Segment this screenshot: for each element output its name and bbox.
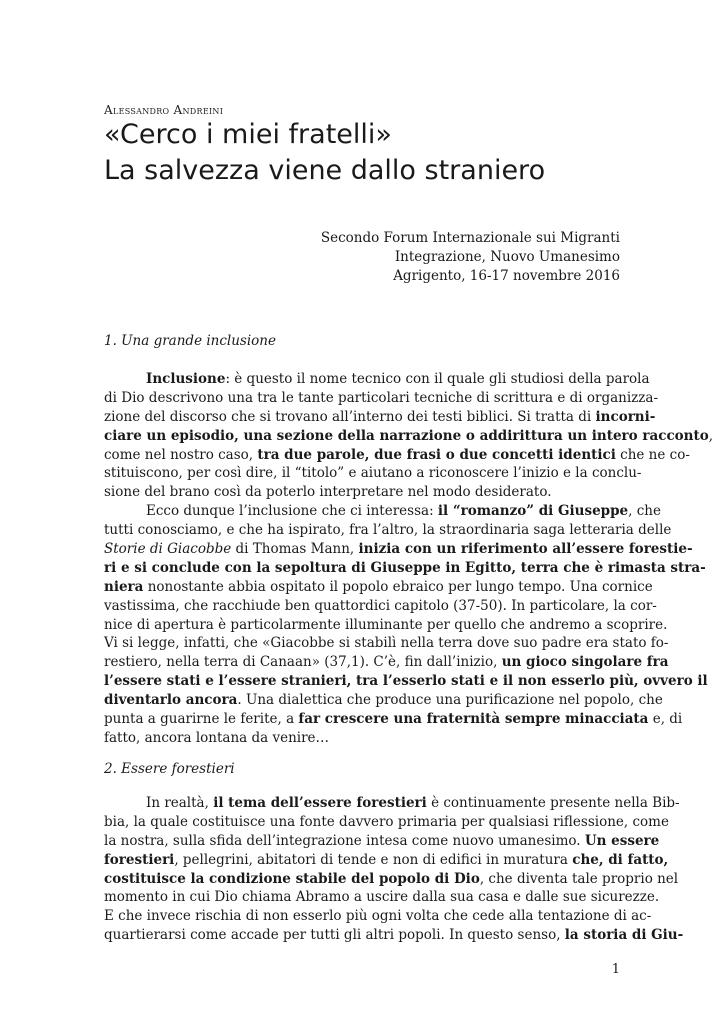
italic-text: Storie di Giacobbe (104, 541, 232, 558)
text-line (104, 851, 669, 870)
page-number: 1 (611, 962, 620, 977)
title-line-2: La salvezza viene dallo straniero (104, 155, 546, 186)
text-line (104, 832, 660, 851)
text-line (104, 559, 706, 578)
author-name: Alessandro Andreini (104, 103, 224, 117)
bold-text: il tema dell’essere forestieri (213, 795, 427, 811)
text-segment: che ne co- (615, 446, 690, 463)
text-segment: tutti conosciamo, e che ha ispirato, fra l’altro, la straordinaria saga letteraria delle (104, 522, 672, 539)
bold-text: Un essere (584, 832, 660, 849)
bold-text: la storia di Giu- (564, 927, 684, 944)
text-line (104, 926, 684, 945)
text-segment: la nostra, sulla sfida dell’integrazione intesa come nuovo umanesimo. (104, 832, 585, 849)
text-line (104, 907, 652, 926)
text-segment: , pellegrini, abitatori di tende e non di edifici in muratura (174, 851, 573, 868)
bold-text: far crescere una fraternità sempre minacciata (298, 711, 649, 728)
text-line (104, 653, 669, 672)
bold-text: Inclusione (146, 371, 226, 387)
text-line (104, 446, 690, 465)
text-segment: , (708, 427, 714, 444)
text-line (104, 813, 669, 832)
bold-text: che, di fatto, (572, 851, 669, 868)
bold-text: ciare un episodio, una sezione della narrazione o addirittura un intero racconto (104, 427, 709, 444)
section-body-2 (104, 794, 684, 945)
text-line (104, 370, 650, 389)
text-segment: : è questo il nome tecnico con il quale gli studiosi della parola (225, 371, 650, 387)
text-segment: zione del discorso che si trovano all’interno dei testi biblici. Si tratta di (104, 408, 596, 425)
section-heading-1: 1. Una grande inclusione (104, 333, 276, 349)
text-line (104, 578, 653, 597)
text-segment: E che invece rischia di non esserlo più ogni volta che cede alla tentazione di ac- (104, 908, 652, 925)
text-segment: bia, la quale costituisce una fonte davvero primaria per qualsiasi riflessione, come (104, 813, 669, 830)
event-line-3: Agrigento, 16-17 novembre 2016 (393, 268, 620, 284)
bold-text: il “romanzo” di Giuseppe (437, 503, 629, 520)
text-segment: , che diventa tale proprio nel (479, 870, 679, 887)
text-line (104, 521, 672, 540)
text-line (104, 502, 661, 521)
bold-text: diventarlo ancora (104, 692, 238, 709)
bold-text: un gioco singolare fra (501, 654, 669, 671)
text-segment: come nel nostro caso, (104, 446, 258, 463)
text-segment: di Dio descrivono una tra le tante particolari tecniche di scrittura e di organizza- (104, 389, 659, 406)
text-segment: nice di apertura è particolarmente illuminante per quello che andremo a scoprire. (104, 616, 668, 633)
text-segment: sione del brano così da poterlo interpretare nel modo desiderato. (104, 484, 552, 501)
text-segment: , che (628, 503, 661, 520)
bold-text: costituisce la condizione stabile del popolo di Dio (104, 870, 480, 887)
text-segment: restiero, nella terra di Canaan» (37,1). C’è, fin dall’inizio, (104, 654, 502, 671)
text-line (104, 888, 660, 907)
text-line (104, 427, 714, 446)
title-line-1: «Cerco i miei fratelli» (104, 119, 392, 150)
text-line (104, 616, 668, 635)
text-segment: momento in cui Dio chiama Abramo a uscire dalla sua casa e dalle sue sicurezze. (104, 889, 660, 906)
bold-text: l’essere stati e l’essere stranieri, tra l’esserlo stati e il non esserlo più, ovvero il (104, 673, 708, 690)
text-segment: e, di (648, 711, 683, 728)
text-line (104, 483, 620, 502)
text-segment: fatto, ancora lontana da venire… (104, 729, 330, 746)
text-segment: è continuamente presente nella Bib- (426, 795, 680, 811)
text-segment: vastissima, che racchiude ben quattordici capitolo (37-50). In particolare, la cor- (104, 597, 657, 614)
bold-text: forestieri (104, 851, 175, 868)
text-segment: stituiscono, per così dire, il “titolo” e aiutano a riconoscere l’inizio e la conclu- (104, 465, 642, 482)
event-info (321, 229, 620, 286)
text-line (104, 794, 680, 813)
text-line (104, 710, 683, 729)
text-segment: Ecco dunque l’inclusione che ci interessa: (146, 503, 438, 520)
bold-text: ri e si conclude con la sepoltura di Giuseppe in Egitto, terra che è rimasta stra- (104, 559, 706, 576)
event-line-2: Integrazione, Nuovo Umanesimo (394, 249, 620, 265)
bold-text: niera (104, 578, 144, 595)
text-segment: In realtà, (146, 795, 214, 811)
text-line (104, 464, 642, 483)
text-segment: . Una dialettica che produce una purificazione nel popolo, che (237, 692, 663, 709)
text-line (104, 729, 620, 748)
text-line (104, 691, 663, 710)
text-segment: di Thomas Mann, (231, 541, 359, 558)
section-heading-2: 2. Essere forestieri (104, 761, 235, 777)
text-line (104, 870, 679, 889)
text-line (104, 634, 669, 653)
text-segment: Vi si legge, infatti, che «Giacobbe si stabilì nella terra dove suo padre era stato fo- (104, 635, 669, 652)
bold-text: incorni- (595, 408, 656, 425)
section-body-1 (104, 370, 714, 748)
text-segment: quartierarsi come accade per tutti gli altri popoli. In questo senso, (104, 927, 565, 944)
text-line (104, 408, 656, 427)
bold-text: tra due parole, due frasi o due concetti identici (257, 446, 616, 463)
text-segment: punta a guarirne le ferite, a (104, 711, 299, 728)
text-line (104, 597, 657, 616)
text-line (104, 540, 693, 559)
bold-text: inizia con un riferimento all’essere forestie- (358, 541, 693, 558)
event-line-1: Secondo Forum Internazionale sui Migranti (320, 230, 620, 246)
text-line (104, 389, 659, 408)
document-title (104, 117, 545, 189)
text-segment: nonostante abbia ospitato il popolo ebraico per lungo tempo. Una cornice (143, 578, 653, 595)
text-line (104, 672, 708, 691)
